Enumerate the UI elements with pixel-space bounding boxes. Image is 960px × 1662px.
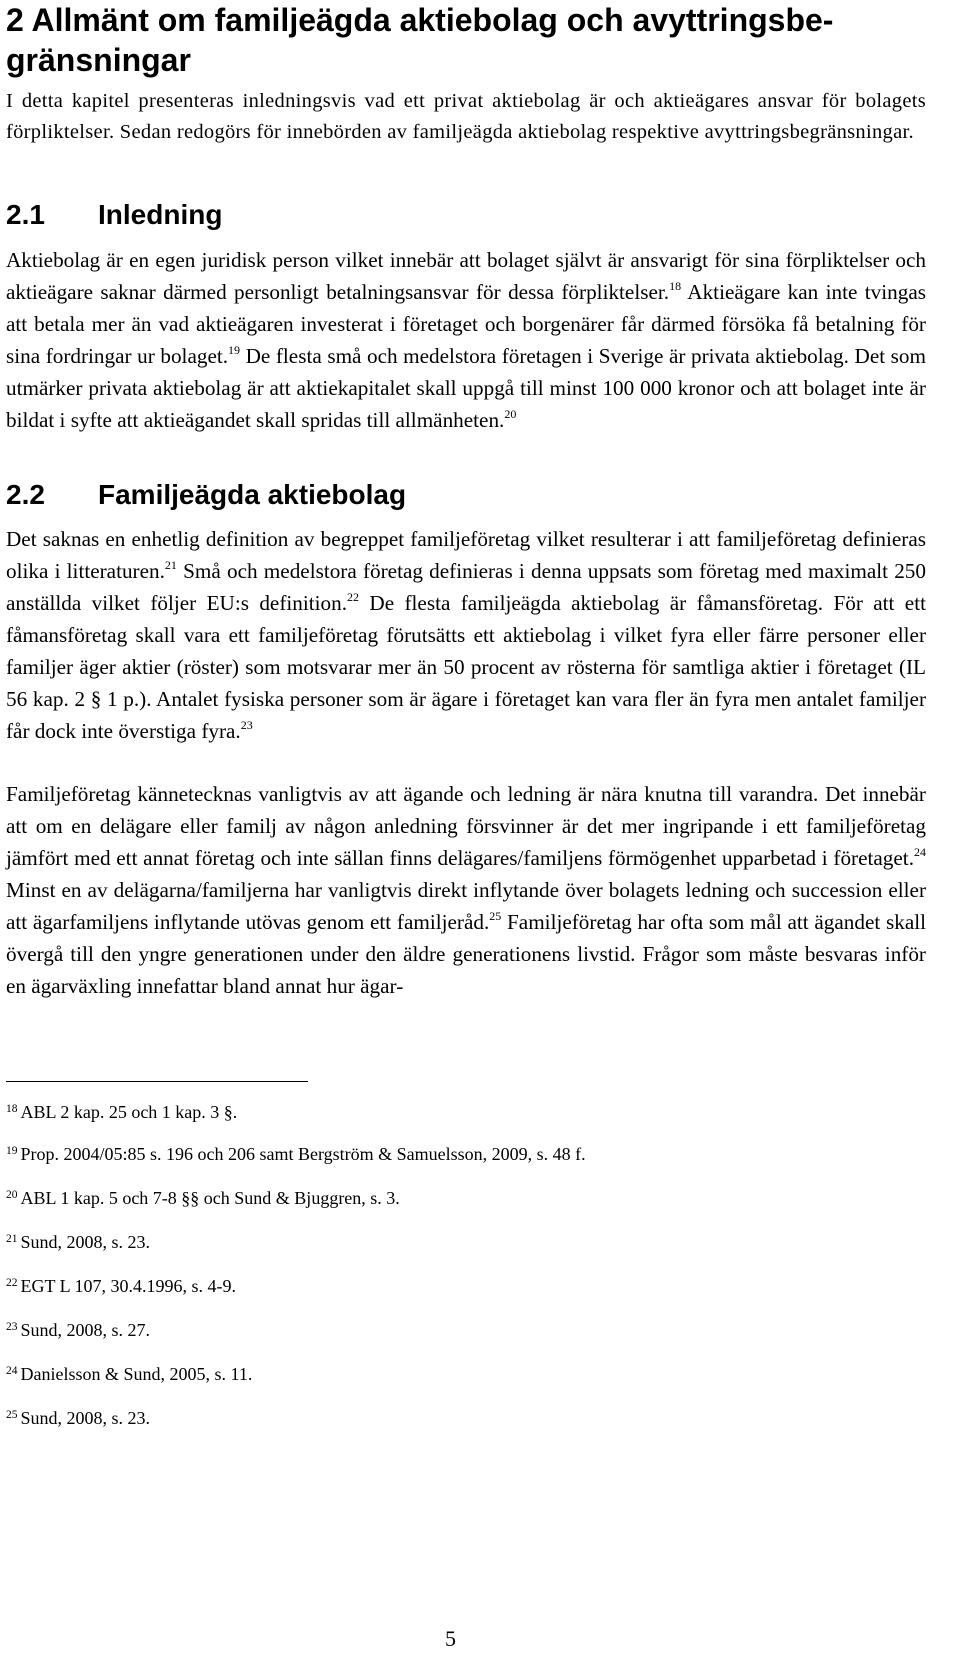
text-run: De flesta familjeägda aktiebolag är fåmansföretag. För att ett fåmansföretag skall vara ett familjeföretag förutsätts ett aktiebolag i vilket fyra eller färre personer eller familjer äger aktier (röster) som motsvarar mer än 50 procent av rösterna för samtliga aktier i företaget (IL 56 kap. 2 § 1 p.). Antalet fysiska personer som är ägare i företaget kan vara fler än fyra men antalet familjer får dock inte överstiga fyra. bbox=[6, 591, 926, 743]
footnote-text: Sund, 2008, s. 27. bbox=[20, 1320, 151, 1340]
footnote bbox=[6, 1272, 926, 1297]
text-run: Aktiebolag är en egen juridisk person vilket innebär att bolaget självt är ansvarigt för sina förpliktelser och aktieägare saknar därmed personligt betalningsansvar för dessa förpliktelser. bbox=[6, 248, 926, 304]
footnote-number: 20 bbox=[6, 1189, 18, 1201]
footnote-text: Sund, 2008, s. 23. bbox=[20, 1408, 151, 1428]
text-run: Små och medelstora företag definieras i denna uppsats som företag med maximalt 250 anställda vilket följer EU:s definition. bbox=[6, 559, 926, 615]
section-2-1-paragraph bbox=[6, 244, 926, 436]
section-heading-2-1 bbox=[6, 198, 222, 232]
footnote bbox=[6, 1404, 926, 1429]
section-2-2-paragraph-1 bbox=[6, 523, 926, 747]
footnote-ref: 25 bbox=[489, 909, 502, 923]
footnote-text: Sund, 2008, s. 23. bbox=[20, 1232, 151, 1252]
text-run: Det saknas en enhetlig definition av begreppet familjeföretag vilket resulterar i att familjeföretag definieras olika i litteraturen. bbox=[6, 527, 926, 583]
footnote-ref: 19 bbox=[228, 343, 241, 357]
footnote-number: 21 bbox=[6, 1233, 18, 1245]
footnote-ref: 20 bbox=[504, 407, 517, 421]
footnote-ref: 21 bbox=[164, 558, 177, 572]
footnote-ref: 22 bbox=[347, 590, 360, 604]
footnote-number: 25 bbox=[6, 1409, 18, 1421]
intro-paragraph: I detta kapitel presenteras inledningsvis vad ett privat aktiebolag är och aktieägares ansvar för bolagets förpliktelser. Sedan redogörs för innebörden av familjeägda aktiebolag respektive avyttringsbegränsningar. bbox=[6, 90, 926, 143]
footnote-number: 24 bbox=[6, 1365, 18, 1377]
section-2-2-paragraph-2 bbox=[6, 778, 926, 1002]
text-run: Familjeföretag kännetecknas vanligtvis av att ägande och ledning är nära knutna till varandra. Det innebär att om en delägare eller familj av någon anledning försvinner är det mer ingripande i ett familjeföretag jämfört med ett annat företag och inte sällan finns delägares/familjens förmögenhet upparbetad i företaget. bbox=[6, 782, 926, 870]
footnote-number: 18 bbox=[6, 1103, 18, 1115]
text-run: Aktieägare kan inte tvingas att betala mer än vad aktieägaren investerat i företaget och borgenärer får därmed försöka få betalning för sina fordringar ur bolaget. bbox=[6, 280, 926, 368]
footnote-number: 23 bbox=[6, 1321, 18, 1333]
footnote-ref: 24 bbox=[914, 845, 926, 859]
footnote bbox=[6, 1098, 926, 1123]
section-title: Familjeägda aktiebolag bbox=[98, 479, 407, 510]
section-number: 2.2 bbox=[6, 479, 45, 510]
footnote-number: 19 bbox=[6, 1145, 18, 1157]
footnote-text: Danielsson & Sund, 2005, s. 11. bbox=[20, 1364, 253, 1384]
text-run: Familjeföretag har ofta som mål att ägandet skall övergå till den yngre generationen under den äldre generationens livstid. Frågor som måste besvaras inför en ägarväxling innefattar bland annat hur ägar- bbox=[6, 910, 927, 998]
chapter-heading: 2 Allmänt om familjeägda aktiebolag och avyttringsbe- gränsningar bbox=[6, 2, 834, 78]
footnote bbox=[6, 1316, 926, 1341]
text-run: Minst en av delägarna/familjerna har vanligtvis direkt inflytande över bolagets ledning och succession eller att ägarfamiljens inflytande utövas genom ett familjeråd. bbox=[6, 878, 926, 934]
footnote bbox=[6, 1360, 926, 1385]
page-number: 5 bbox=[445, 1626, 456, 1651]
footnote-text: EGT L 107, 30.4.1996, s. 4-9. bbox=[20, 1276, 236, 1296]
text-run: De flesta små och medelstora företagen i Sverige är privata aktiebolag. Det som utmärker privata aktiebolag är att aktiekapitalet skall uppgå till minst 100 000 kronor och att bolaget inte är bildat i syfte att aktieägandet skall spridas till allmänheten. bbox=[6, 344, 926, 432]
section-title: Inledning bbox=[98, 199, 223, 230]
footnote bbox=[6, 1140, 926, 1165]
footnote-separator bbox=[6, 1081, 308, 1082]
footnote-number: 22 bbox=[6, 1277, 18, 1289]
section-heading-2-2 bbox=[6, 478, 406, 512]
footnote-ref: 18 bbox=[669, 279, 682, 293]
footnote-text: ABL 2 kap. 25 och 1 kap. 3 §. bbox=[20, 1102, 238, 1122]
footnote-text: Prop. 2004/05:85 s. 196 och 206 samt Bergström & Samuelsson, 2009, s. 48 f. bbox=[20, 1144, 586, 1164]
footnote bbox=[6, 1184, 926, 1209]
footnote-text: ABL 1 kap. 5 och 7-8 §§ och Sund & Bjuggren, s. 3. bbox=[20, 1188, 400, 1208]
footnote bbox=[6, 1228, 926, 1253]
footnote-ref: 23 bbox=[240, 718, 253, 732]
section-number: 2.1 bbox=[6, 199, 45, 230]
